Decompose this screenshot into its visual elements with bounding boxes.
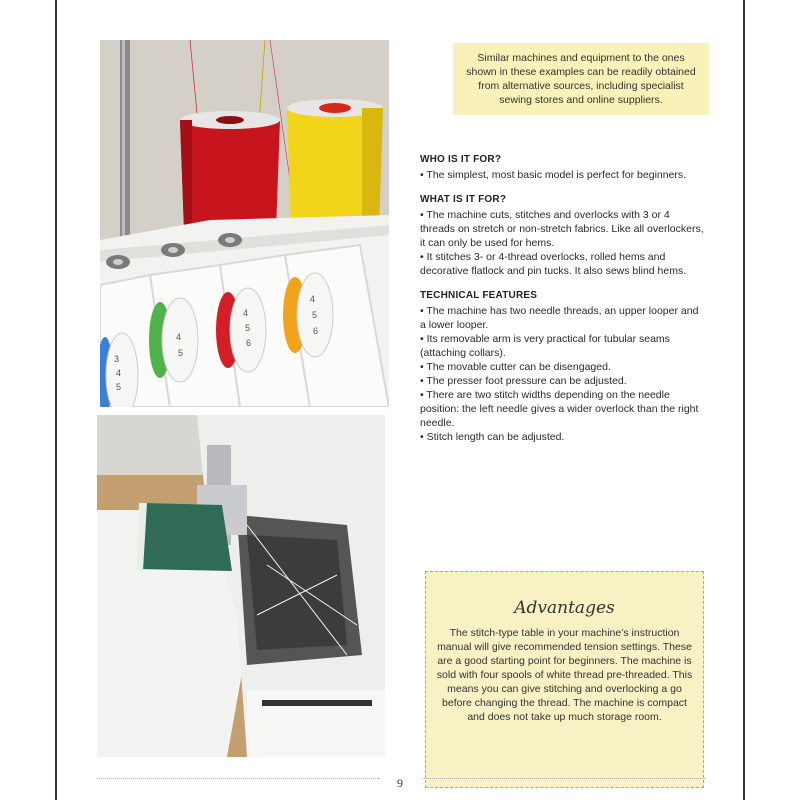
bullet-item: • The movable cutter can be disengaged. <box>420 361 611 373</box>
sourcing-note-box <box>453 43 709 115</box>
advantages-text: The stitch-type table in your machine’s instruction manual will give recommended tension settings. These are a good starting point for beginners. The machine is sold with four spools of white thread pre-threaded. This means you can give stitching and overlocking a go before changing the thread. The machine is compact and does not take up much storage room. <box>436 627 693 723</box>
bullet-item: • The machine has two needle threads, an upper looper and a lower looper. <box>420 305 699 331</box>
dial-number: 4 <box>243 308 249 318</box>
dial-number: 6 <box>313 326 319 336</box>
bullet-item: • The presser foot pressure can be adjusted. <box>420 375 627 387</box>
bullet-item: • Stitch length can be adjusted. <box>420 431 565 443</box>
footer-rule-left <box>97 778 380 779</box>
dial-number: 5 <box>245 323 251 333</box>
dial-number: 4 <box>310 294 316 304</box>
overlocker-threads-photo <box>100 40 389 407</box>
footer-rule-right <box>422 778 705 779</box>
dial-number: 4 <box>116 368 122 378</box>
overlocker-presser-foot-illustration <box>97 415 385 757</box>
advantages-title: Advantages <box>514 598 615 618</box>
dial-number: 5 <box>178 348 184 358</box>
dial-number: 5 <box>116 382 122 392</box>
bullet-item: • Its removable arm is very practical for tubular seams (attaching collars). <box>420 333 670 359</box>
section-heading: TECHNICAL FEATURES <box>420 290 538 301</box>
bullet-item: • It stitches 3- or 4-thread overlocks, rolled hems and decorative flatlock and pin tucks. It also sews blind hems. <box>420 251 687 277</box>
section-heading: WHAT IS IT FOR? <box>420 194 507 205</box>
overlocker-presser-foot-photo <box>97 415 385 757</box>
page-number: 9 <box>397 776 403 790</box>
advantages-box <box>425 571 704 788</box>
section-heading: WHO IS IT FOR? <box>420 154 502 165</box>
bullet-item: • The machine cuts, stitches and overlocks with 3 or 4 threads on stretch or non-stretch fabrics. Like all overlockers, it can only be used for hems. <box>420 209 704 249</box>
red-thread-spool <box>180 111 280 230</box>
green-fabric-swatch <box>137 503 232 571</box>
yellow-thread-spool <box>287 99 383 230</box>
sourcing-note-text: Similar machines and equipment to the ones shown in these examples can be readily obtained from alternative sources, including specialist sewing stores and online suppliers. <box>466 52 696 106</box>
bullet-item: • The simplest, most basic model is perfect for beginners. <box>420 169 687 181</box>
section-who-is-it-for <box>420 153 705 182</box>
dial-number: 5 <box>312 310 318 320</box>
section-technical-features <box>420 289 705 444</box>
overlocker-threads-illustration <box>100 40 389 407</box>
dial-number: 4 <box>176 332 182 342</box>
section-what-is-it-for <box>420 193 705 278</box>
bullet-item: • There are two stitch widths depending on the needle position: the left needle gives a wider overlock than the right needle. <box>420 389 699 429</box>
dial-number: 3 <box>114 354 120 364</box>
dial-number: 6 <box>246 338 252 348</box>
machine-description <box>420 153 705 455</box>
